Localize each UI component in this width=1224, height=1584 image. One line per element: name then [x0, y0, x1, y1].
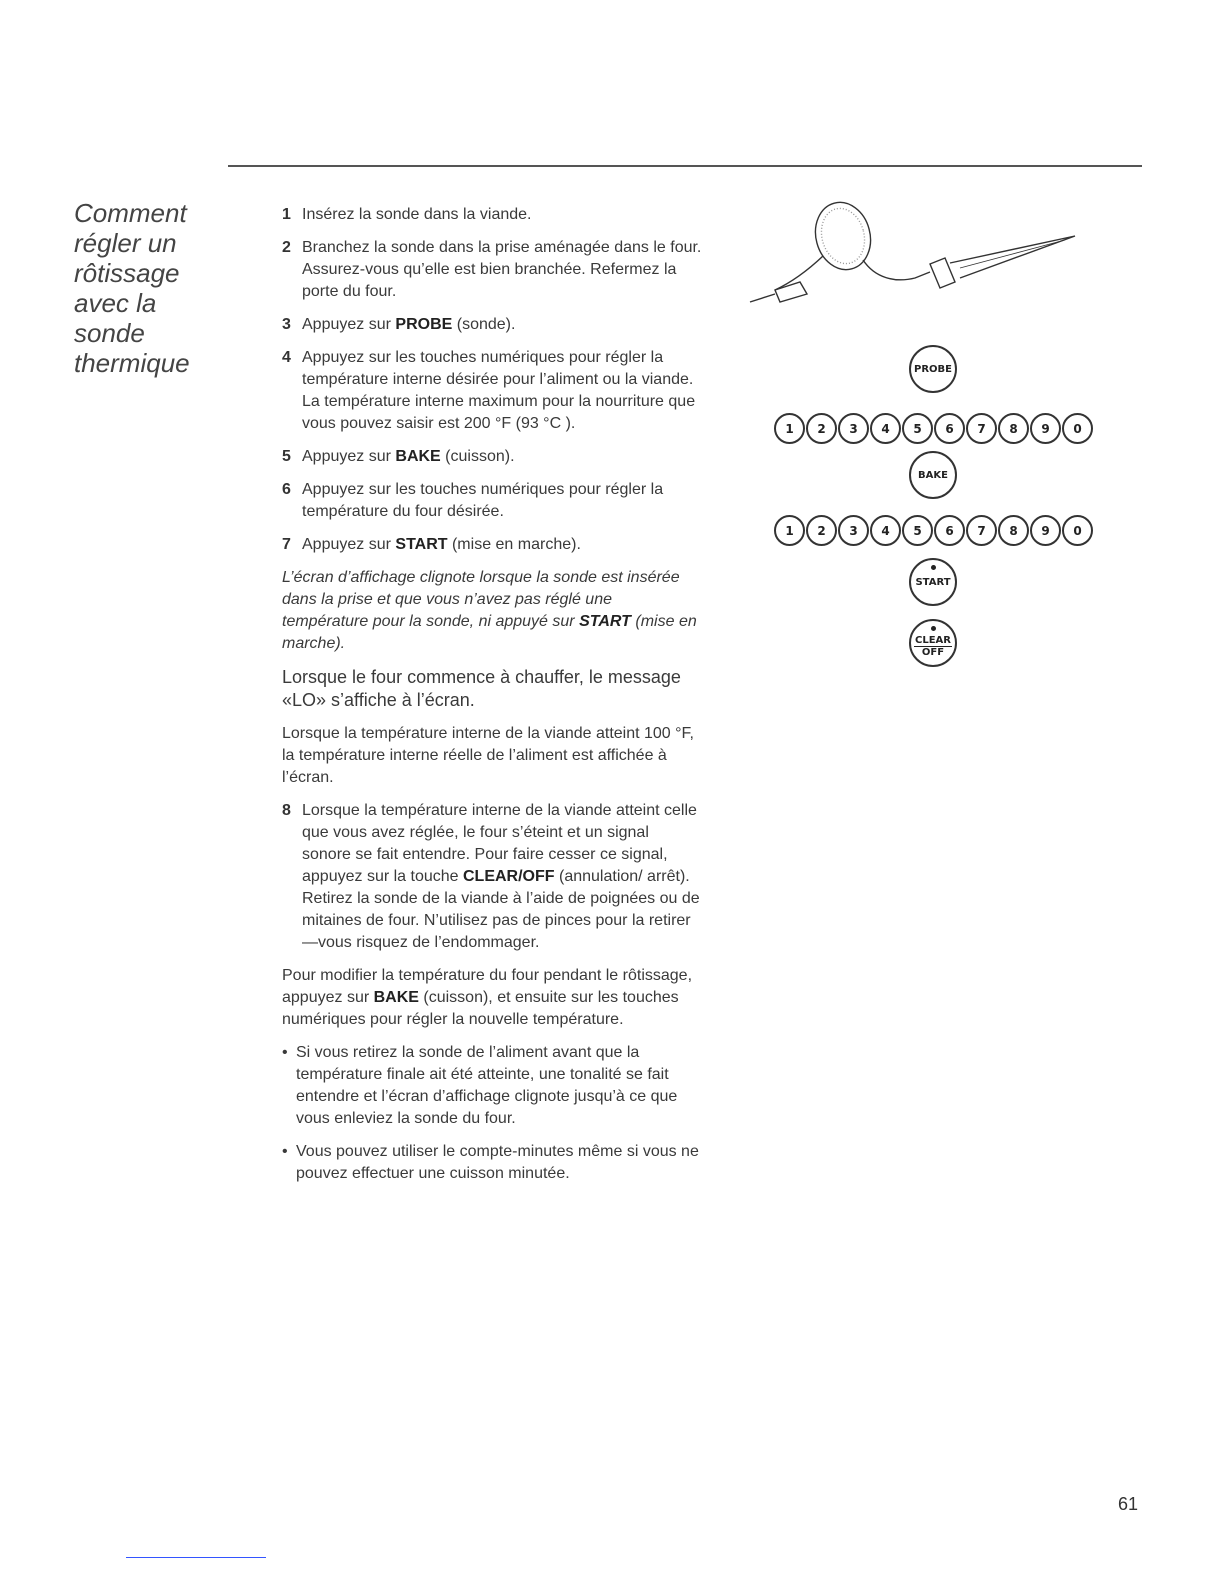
temperature-probe-illustration [745, 198, 1080, 308]
title-line: thermique [74, 348, 190, 378]
number-key-5[interactable]: 5 [902, 413, 933, 444]
start-key-label: START [915, 576, 951, 588]
step-text: Insérez la sonde dans la viande. [302, 206, 532, 223]
number-pad-row [774, 413, 1093, 444]
step-text: Appuyez sur les touches numériques pour régler la température interne désirée pour l’aliment ou la viande. La température interne maximum pour la nourriture que vous pouvez saisir est 200 °F (93 °C ). [302, 349, 696, 432]
bake-key[interactable]: BAKE [909, 451, 957, 499]
step-text: Lorsque la température interne de la viande atteint celle que vous avez réglée, le four s’éteint et un signal sonore se fait entendre. Pour faire cesser ce signal, appuyez sur la touche CLEAR/OFF (annulation/ arrêt). Retirez la sonde de la viande à l’aide de poignées ou de mitaines de four. N’utilisez pas de pinces pour la retirer—vous risquez de l’endommager. [302, 802, 700, 951]
step-2 [282, 237, 702, 303]
number-key-5[interactable]: 5 [902, 515, 933, 546]
step-number: 3 [282, 316, 291, 333]
number-key-6[interactable]: 6 [934, 515, 965, 546]
clear-label: CLEAR [915, 635, 951, 646]
modify-temperature-paragraph: Pour modifier la température du four pendant le rôtissage, appuyez sur BAKE (cuisson), et ensuite sur les touches numériques pour régler la nouvelle température. [282, 967, 693, 1028]
note-lo-message: Lorsque le four commence à chauffer, le message «LO» s’affiche à l’écran. [282, 667, 681, 710]
bullet-text: Vous pouvez utiliser le compte-minutes même si vous ne pouvez effectuer une cuisson minutée. [296, 1143, 699, 1182]
step-1 [282, 204, 702, 226]
number-key-7[interactable]: 7 [966, 413, 997, 444]
number-key-9[interactable]: 9 [1030, 515, 1061, 546]
number-key-3[interactable]: 3 [838, 413, 869, 444]
step-4 [282, 347, 702, 435]
off-label: OFF [921, 647, 945, 658]
bullet-dot: • [282, 1044, 288, 1061]
probe-key[interactable]: PROBE [909, 345, 957, 393]
number-key-9[interactable]: 9 [1030, 413, 1061, 444]
step-text: Branchez la sonde dans la prise aménagée dans le four. Assurez-vous qu’elle est bien branchée. Refermez la porte du four. [302, 239, 702, 300]
instructions [282, 204, 702, 1196]
step-number: 2 [282, 239, 291, 256]
number-key-7[interactable]: 7 [966, 515, 997, 546]
step-number: 6 [282, 481, 291, 498]
title-line: Comment [74, 198, 187, 228]
top-rule [228, 165, 1142, 167]
title-line: avec la sonde [74, 288, 157, 348]
bullet-item [282, 1042, 702, 1130]
note-flashing-display: L’écran d’affichage clignote lorsque la sonde est insérée dans la prise et que vous n’avez pas réglé une température pour la sonde, ni appuyé sur START (mise en marche). [282, 569, 697, 652]
step-number: 7 [282, 536, 291, 553]
bullet-text: Si vous retirez la sonde de l’aliment avant que la température finale ait été atteinte, une tonalité se fait entendre et l’écran d’affichage clignote jusqu’à ce que vous enleviez la sonde du four. [296, 1044, 678, 1127]
number-key-2[interactable]: 2 [806, 515, 837, 546]
number-key-6[interactable]: 6 [934, 413, 965, 444]
number-key-8[interactable]: 8 [998, 515, 1029, 546]
number-key-4[interactable]: 4 [870, 515, 901, 546]
step-text: Appuyez sur BAKE (cuisson). [302, 448, 515, 465]
step-number: 4 [282, 349, 291, 366]
page-number: 61 [1118, 1494, 1139, 1514]
step-6 [282, 479, 702, 523]
number-key-1[interactable]: 1 [774, 413, 805, 444]
note-100f: Lorsque la température interne de la viande atteint 100 °F, la température interne réelle de l’aliment est affichée à l’écran. [282, 725, 694, 786]
step-3 [282, 314, 702, 336]
step-7 [282, 534, 702, 556]
bullet-item [282, 1141, 702, 1185]
step-8 [282, 800, 702, 954]
number-key-0[interactable]: 0 [1062, 515, 1093, 546]
number-key-4[interactable]: 4 [870, 413, 901, 444]
number-pad-row [774, 515, 1093, 546]
step-5 [282, 446, 702, 468]
indicator-light-icon [931, 626, 936, 631]
clear-off-key[interactable] [909, 619, 957, 667]
number-key-2[interactable]: 2 [806, 413, 837, 444]
number-key-1[interactable]: 1 [774, 515, 805, 546]
step-number: 5 [282, 448, 291, 465]
number-key-8[interactable]: 8 [998, 413, 1029, 444]
footer-link-underline [126, 1557, 266, 1558]
title-line: régler un [74, 228, 177, 258]
step-text: Appuyez sur START (mise en marche). [302, 536, 581, 553]
number-key-0[interactable]: 0 [1062, 413, 1093, 444]
number-key-3[interactable]: 3 [838, 515, 869, 546]
step-number: 1 [282, 206, 291, 223]
indicator-light-icon [931, 565, 936, 570]
step-number: 8 [282, 802, 291, 819]
title-line: rôtissage [74, 258, 180, 288]
bullet-dot: • [282, 1143, 288, 1160]
section-title [74, 198, 234, 378]
step-text: Appuyez sur les touches numériques pour régler la température du four désirée. [302, 481, 664, 520]
steps-list [282, 204, 702, 556]
step-text: Appuyez sur PROBE (sonde). [302, 316, 516, 333]
start-key[interactable] [909, 558, 957, 606]
